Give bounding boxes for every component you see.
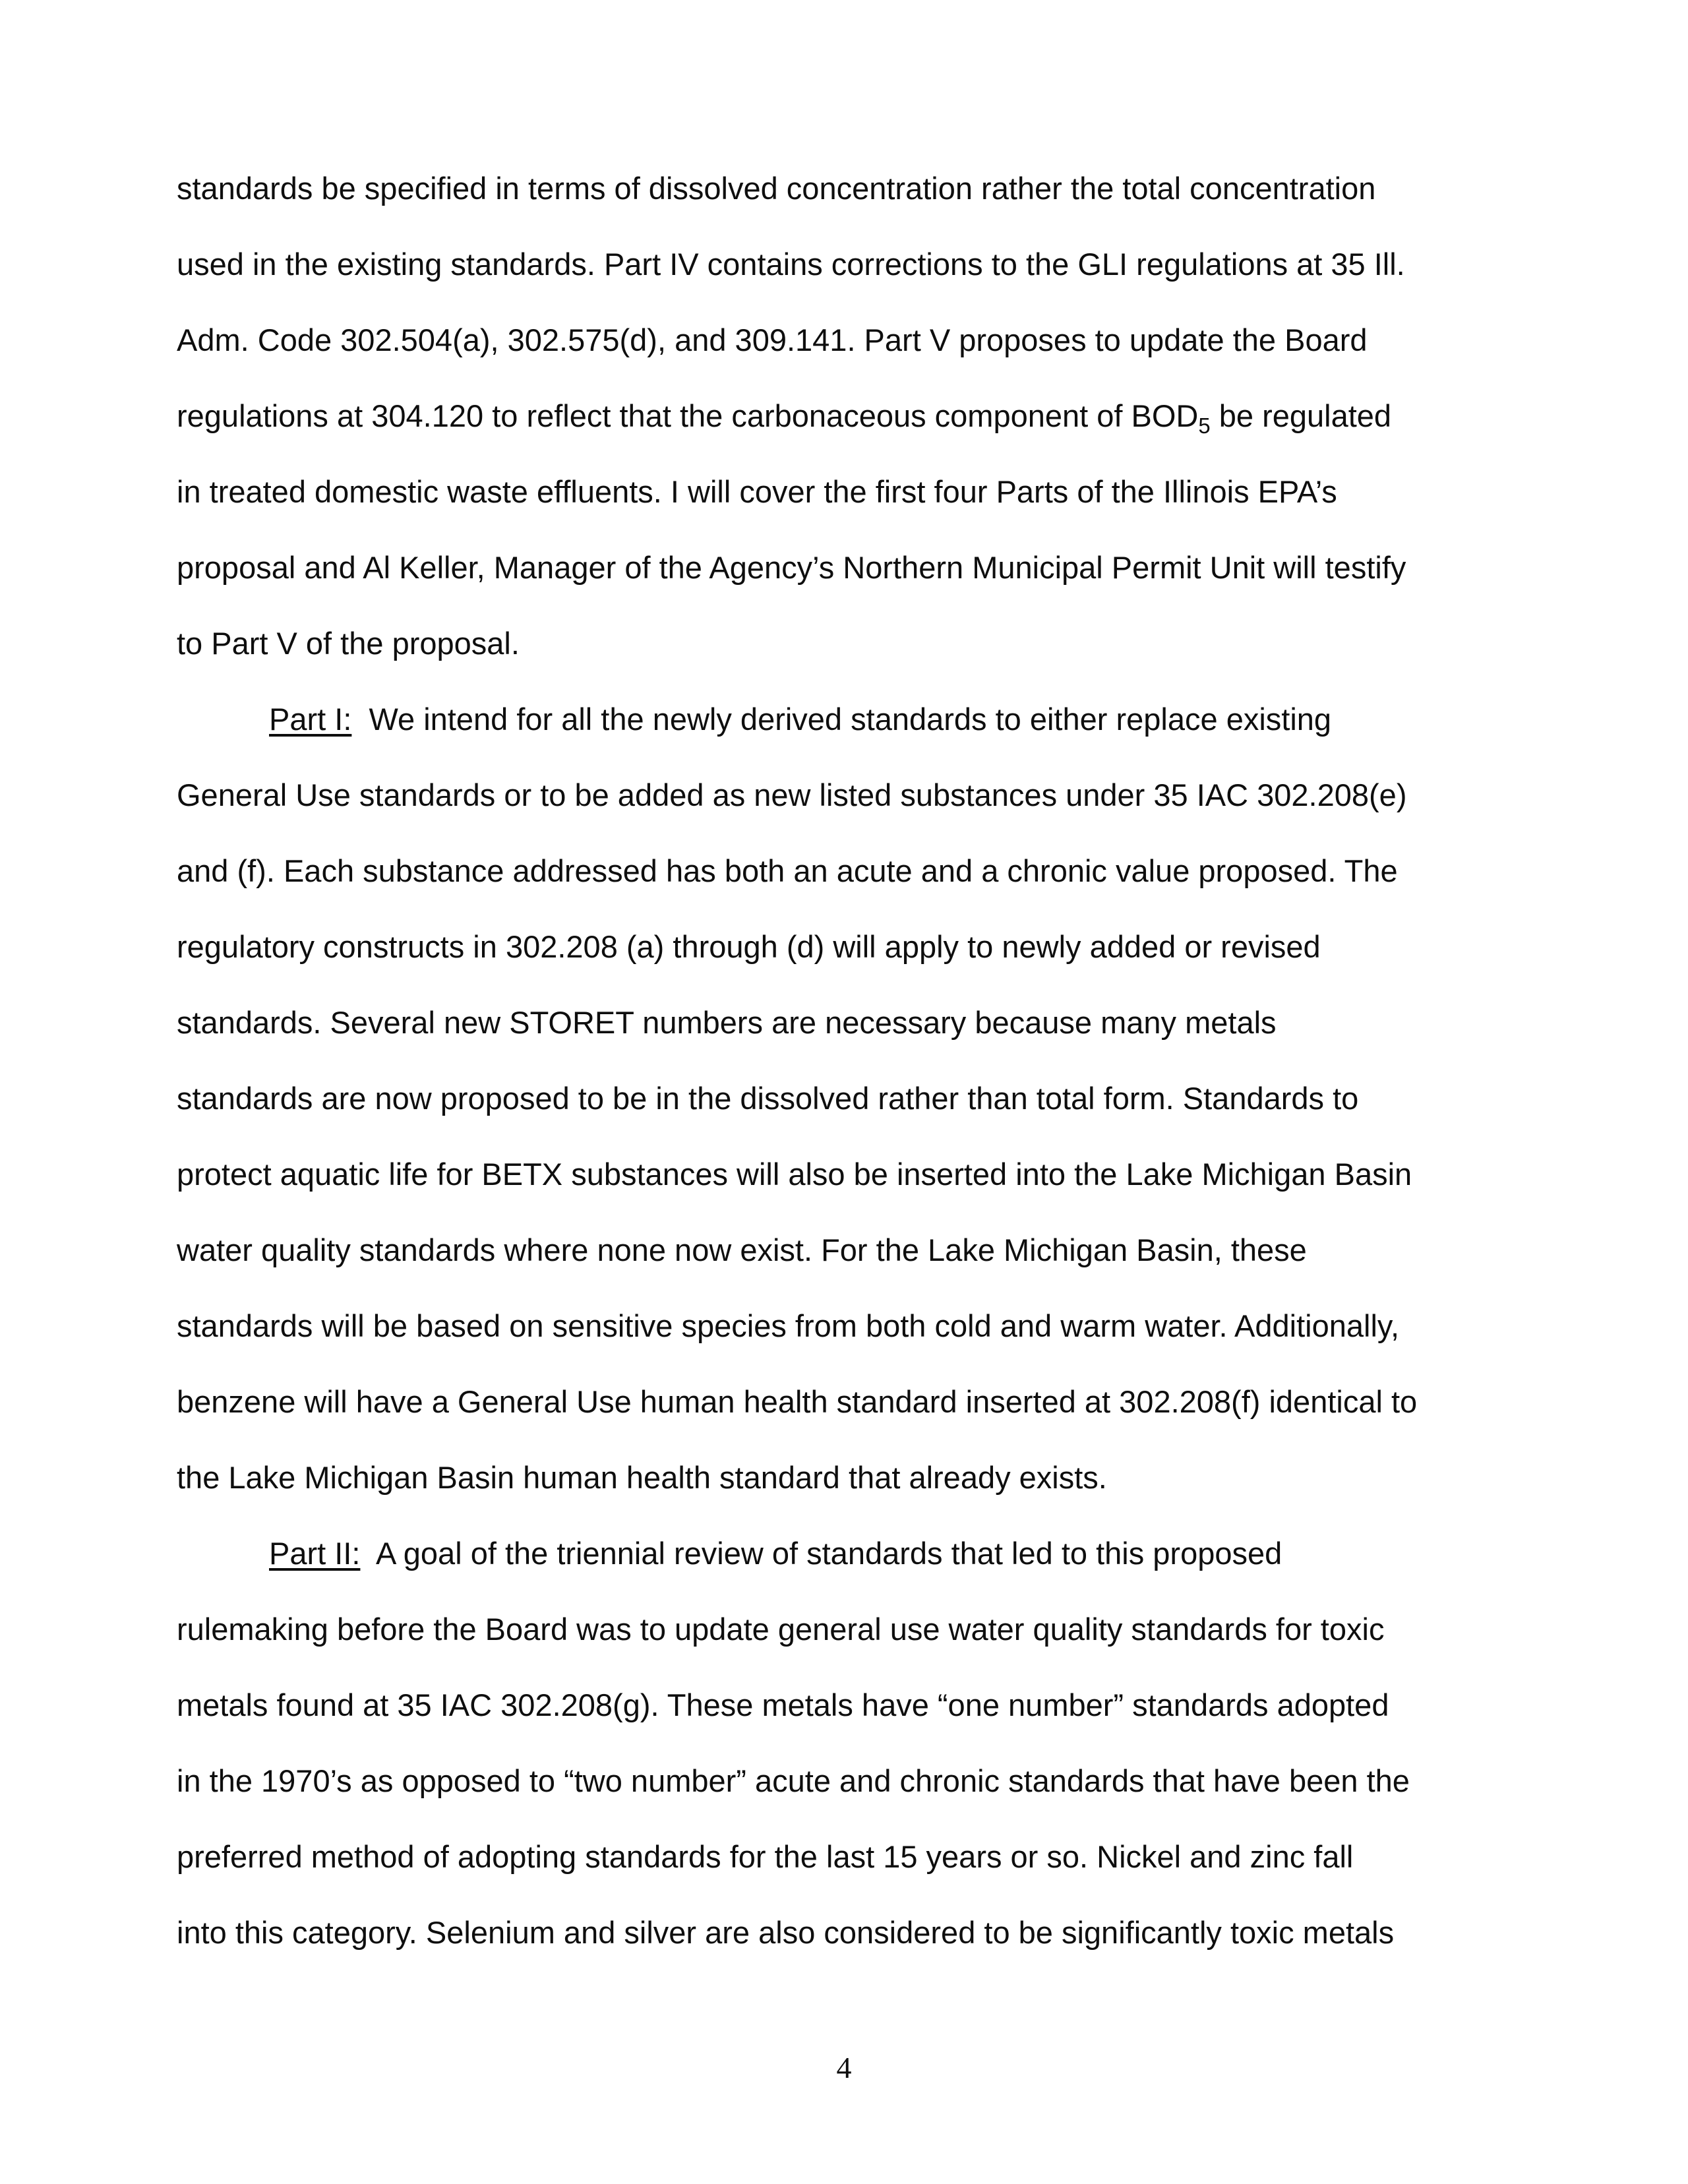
part-1-heading: Part I: — [269, 702, 352, 737]
text-line: and (f). Each substance addressed has both an acute and a chronic value proposed. The — [177, 853, 1398, 888]
part-2-first-line — [269, 1535, 1282, 1572]
text-line: the Lake Michigan Basin human health standard that already exists. — [177, 1460, 1107, 1495]
text-line: regulatory constructs in 302.208 (a) through (d) will apply to newly added or revised — [177, 929, 1321, 964]
text-line: to Part V of the proposal. — [177, 626, 520, 661]
text-line: Adm. Code 302.504(a), 302.575(d), and 309.141. Part V proposes to update the Board — [177, 322, 1368, 357]
text-line: proposal and Al Keller, Manager of the Agency’s Northern Municipal Permit Unit will testify — [177, 550, 1406, 585]
text-segment: We intend for all the newly derived standards to either replace existing — [369, 702, 1332, 737]
text-line: protect aquatic life for BETX substances will also be inserted into the Lake Michigan Basin — [177, 1157, 1412, 1192]
text-segment: be regulated — [1210, 398, 1392, 433]
text-line: metals found at 35 IAC 302.208(g). These metals have “one number” standards adopted — [177, 1687, 1389, 1722]
bod-subscript: 5 — [1198, 413, 1211, 438]
text-line: in treated domestic waste effluents. I will cover the first four Parts of the Illinois EPA’s — [177, 474, 1337, 509]
text-segment: A goal of the triennial review of standards that led to this proposed — [375, 1536, 1282, 1571]
text-line: standards be specified in terms of dissolved concentration rather the total concentration — [177, 171, 1376, 206]
text-line-bod — [177, 398, 1392, 438]
text-line: standards. Several new STORET numbers are necessary because many metals — [177, 1005, 1277, 1040]
text-line: standards are now proposed to be in the dissolved rather than total form. Standards to — [177, 1081, 1359, 1116]
part-1-first-line — [269, 701, 1331, 738]
text-line: standards will be based on sensitive species from both cold and warm water. Additionally, — [177, 1308, 1399, 1343]
text-line: water quality standards where none now exist. For the Lake Michigan Basin, these — [177, 1232, 1307, 1267]
part-2-heading: Part II: — [269, 1536, 361, 1571]
text-line: benzene will have a General Use human health standard inserted at 302.208(f) identical to — [177, 1384, 1418, 1419]
text-segment: regulations at 304.120 to reflect that the carbonaceous component of BOD — [177, 398, 1199, 433]
text-line: General Use standards or to be added as new listed substances under 35 IAC 302.208(e) — [177, 777, 1407, 812]
text-line: used in the existing standards. Part IV contains corrections to the GLI regulations at 35 Ill. — [177, 247, 1405, 282]
text-line: preferred method of adopting standards for the last 15 years or so. Nickel and zinc fall — [177, 1839, 1354, 1874]
text-line: in the 1970’s as opposed to “two number” acute and chronic standards that have been the — [177, 1763, 1410, 1798]
text-line: rulemaking before the Board was to update general use water quality standards for toxic — [177, 1612, 1385, 1647]
page-number: 4 — [836, 2051, 852, 2084]
text-line: into this category. Selenium and silver are also considered to be significantly toxic metals — [177, 1915, 1395, 1950]
